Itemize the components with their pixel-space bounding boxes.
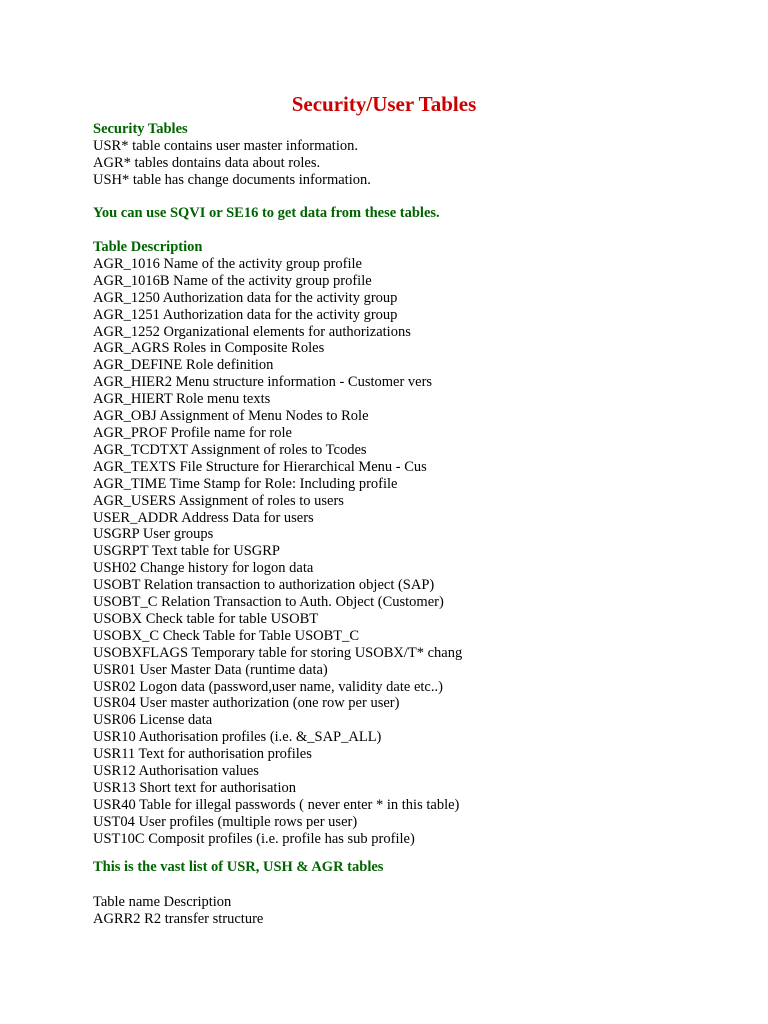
- table-entry: USR10 Authorisation profiles (i.e. &_SAP_ALL): [93, 729, 382, 746]
- table-entry: AGR_TEXTS File Structure for Hierarchical Menu - Cus: [93, 458, 427, 475]
- table-entry: UST04 User profiles (multiple rows per user): [93, 813, 358, 830]
- text-line: USH* table has change documents information.: [93, 171, 371, 188]
- table-entry: USOBXFLAGS Temporary table for storing USOBX/T* chang: [93, 644, 463, 661]
- table-entry: UST10C Composit profiles (i.e. profile has sub profile): [93, 830, 415, 847]
- table-entry: AGR_1251 Authorization data for the activity group: [93, 306, 398, 323]
- table-entry: USER_ADDR Address Data for users: [93, 509, 314, 526]
- security-tables-heading: Security Tables: [93, 121, 188, 137]
- table-entry: USOBX Check table for table USOBT: [93, 610, 319, 627]
- table-entry: AGR_OBJ Assignment of Menu Nodes to Role: [93, 408, 369, 425]
- table-entry: AGR_1016B Name of the activity group profile: [93, 272, 372, 289]
- vast-list-heading: This is the vast list of USR, USH & AGR tables: [93, 859, 384, 875]
- table-entry: AGR_1250 Authorization data for the activity group: [93, 289, 398, 306]
- text-line: USR* table contains user master information.: [93, 137, 358, 154]
- vast-list-section: [93, 859, 733, 876]
- table-entry: USR04 User master authorization (one row per user): [93, 695, 400, 712]
- table-entry: AGR_HIERT Role menu texts: [93, 391, 271, 408]
- table-entry: AGR_USERS Assignment of roles to users: [93, 492, 344, 509]
- table-description-section: [93, 239, 733, 848]
- table-entry: AGR_TIME Time Stamp for Role: Including profile: [93, 475, 398, 492]
- table-name-section: [93, 894, 733, 928]
- table-name-header: Table name Description: [93, 894, 232, 910]
- table-entry: AGR_AGRS Roles in Composite Roles: [93, 340, 325, 357]
- table-entry: AGR_1016 Name of the activity group profile: [93, 255, 362, 272]
- table-entry: AGR_DEFINE Role definition: [93, 357, 274, 374]
- table-entry: USOBX_C Check Table for Table USOBT_C: [93, 627, 360, 644]
- table-entry: AGR_TCDTXT Assignment of roles to Tcodes: [93, 441, 367, 458]
- table-entry: USH02 Change history for logon data: [93, 560, 314, 577]
- security-tables-section: [93, 121, 733, 189]
- table-entry: AGR_1252 Organizational elements for authorizations: [93, 323, 411, 340]
- page-title: Security/User Tables: [291, 92, 477, 116]
- table-entry: USR06 License data: [93, 712, 213, 729]
- table-entry: USGRPT Text table for USGRP: [93, 543, 280, 560]
- table-entry: USR11 Text for authorisation profiles: [93, 746, 312, 763]
- table-entry: USR13 Short text for authorisation: [93, 780, 296, 796]
- sqvi-note-heading: You can use SQVI or SE16 to get data from these tables.: [93, 205, 440, 221]
- text-line: AGR* tables dontains data about roles.: [93, 154, 321, 171]
- table-entry: AGRR2 R2 transfer structure: [93, 910, 264, 927]
- table-entry: USOBT_C Relation Transaction to Auth. Object (Customer): [93, 594, 444, 611]
- table-entry: AGR_PROF Profile name for role: [93, 424, 292, 441]
- table-entry: AGR_HIER2 Menu structure information - Customer vers: [93, 374, 433, 391]
- table-entry: USR12 Authorisation values: [93, 763, 259, 780]
- table-entry: USGRP User groups: [93, 526, 214, 543]
- table-entry: USR01 User Master Data (runtime data): [93, 661, 328, 678]
- sqvi-note-section: [93, 205, 733, 222]
- table-entry: USR40 Table for illegal passwords ( never enter * in this table): [93, 796, 460, 813]
- table-entry: USR02 Logon data (password,user name, validity date etc..): [93, 678, 443, 695]
- table-entry: USOBT Relation transaction to authorization object (SAP): [93, 577, 435, 594]
- table-description-heading: Table Description: [93, 239, 203, 255]
